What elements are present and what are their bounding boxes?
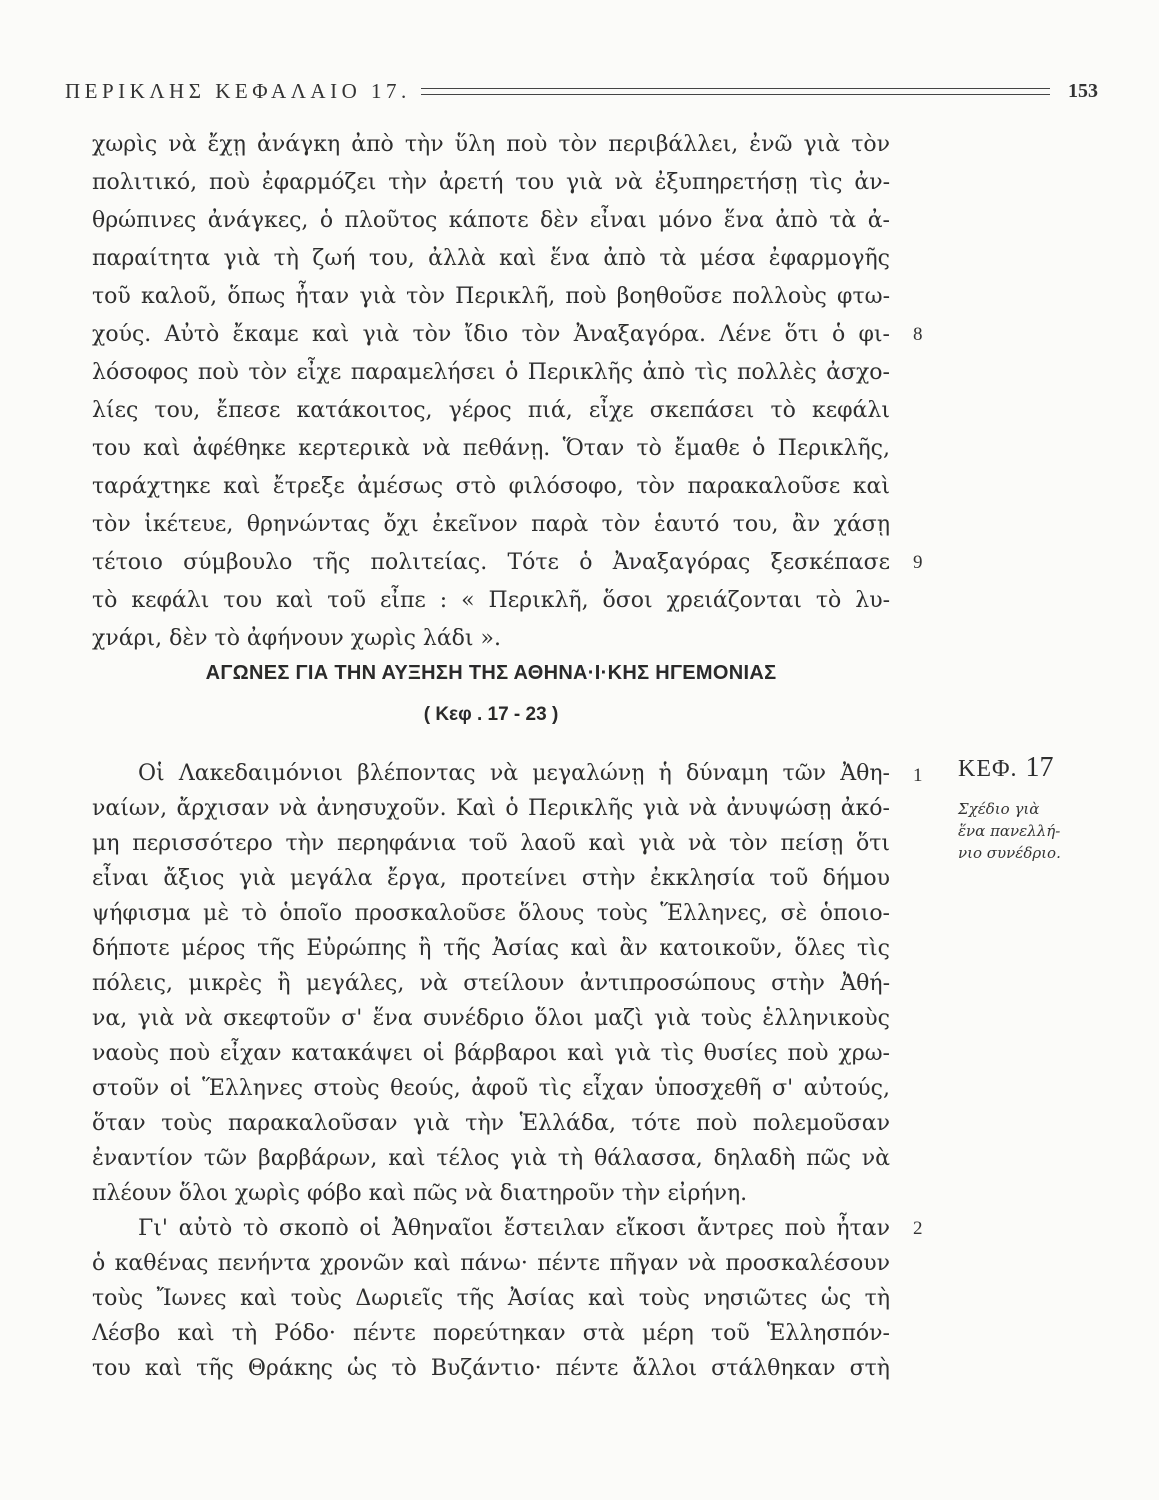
chapter-label [958, 752, 1054, 784]
text-line: ὁ καθένας πενήντα χρονῶν καὶ πάνω· πέντε πῆγαν νὰ προσκαλέσουν [92, 1251, 890, 1276]
text-line: να, γιὰ νὰ σκεφτοῦν σ' ἕνα συνέδριο ὅλοι μαζὶ γιὰ τοὺς ἑλληνικοὺς [92, 1006, 890, 1031]
text-line: ναοὺς ποὺ εἶχαν κατακάψει οἱ βάρβαροι καὶ γιὰ τὶς θυσίες ποὺ χρω- [92, 1041, 890, 1066]
text-line: Γι' αὐτὸ τὸ σκοπὸ οἱ Ἀθηναῖοι ἔστειλαν εἴκοσι ἄντρες ποὺ ἦταν [138, 1216, 890, 1241]
margin-number: 8 [913, 324, 923, 345]
margin-note-line: νιο συνέδριο. [958, 844, 1061, 862]
text-line: τὸ κεφάλι του καὶ τοῦ εἶπε : « Περικλῆ, ὅσοι χρειάζονται τὸ λυ- [92, 588, 890, 613]
text-line: Λέσβο καὶ τὴ Ρόδο· πέντε πορεύτηκαν στὰ μέρη τοῦ Ἑλλησπόν- [92, 1321, 890, 1346]
text-line: ταράχτηκε καὶ ἔτρεξε ἀμέσως στὸ φιλόσοφο, τὸν παρακαλοῦσε καὶ [92, 474, 890, 499]
text-line: πλέουν ὅλοι χωρὶς φόβο καὶ πῶς νὰ διατηροῦν τὴν εἰρήνη. [92, 1181, 748, 1206]
text-line: πόλεις, μικρὲς ἢ μεγάλες, νὰ στείλουν ἀντιπροσώπους στὴν Ἀθή- [92, 971, 890, 996]
text-line: στοῦν οἱ Ἕλληνες στοὺς θεούς, ἀφοῦ τὶς εἶχαν ὑποσχεθῆ σ' αὐτούς, [92, 1076, 890, 1101]
text-line: ἐναντίον τῶν βαρβάρων, καὶ τέλος γιὰ τὴ θάλασσα, δηλαδὴ πῶς νὰ [92, 1146, 890, 1171]
text-line: παραίτητα γιὰ τὴ ζωή του, ἀλλὰ καὶ ἕνα ἀπὸ τὰ μέσα ἐφαρμογῆς [92, 246, 890, 271]
chapter-abbrev: ΚΕΦ. [958, 756, 1018, 782]
text-line: του καὶ τῆς Θράκης ὡς τὸ Βυζάντιο· πέντε ἄλλοι στάλθηκαν στὴ [92, 1356, 890, 1381]
text-line: χνάρι, δὲν τὸ ἀφήνουν χωρὶς λάδι ». [92, 626, 501, 651]
margin-note-line: Σχέδιο γιὰ [958, 800, 1040, 818]
text-line: ὅταν τοὺς παρακαλοῦσαν γιὰ τὴν Ἑλλάδα, τότε ποὺ πολεμοῦσαν [92, 1111, 890, 1136]
text-line: λόσοφος ποὺ τὸν εἶχε παραμελήσει ὁ Περικλῆς ἀπὸ τὶς πολλὲς ἀσχο- [92, 360, 890, 385]
text-line: τέτοιο σύμβουλο τῆς πολιτείας. Τότε ὁ Ἀναξαγόρας ξεσκέπασε [92, 550, 890, 575]
page-header [65, 76, 1098, 106]
text-line: τοῦ καλοῦ, ὅπως ἦταν γιὰ τὸν Περικλῆ, ποὺ βοηθοῦσε πολλοὺς φτω- [92, 284, 890, 309]
text-line: χωρὶς νὰ ἔχῃ ἀνάγκη ἀπὸ τὴν ὕλη ποὺ τὸν περιβάλλει, ἐνῶ γιὰ τὸν [92, 132, 890, 157]
running-title: ΠΕΡΙΚΛΗΣ ΚΕΦΑΛΑΙΟ 17. [65, 78, 411, 103]
page-number: 153 [1068, 79, 1098, 102]
text-line: χούς. Αὐτὸ ἔκαμε καὶ γιὰ τὸν ἴδιο τὸν Ἀναξαγόρα. Λένε ὅτι ὁ φι- [92, 322, 890, 347]
margin-note [958, 798, 1098, 864]
text-line: εἶναι ἄξιος γιὰ μεγάλα ἔργα, προτείνει στὴν ἐκκλησία τοῦ δήμου [92, 866, 890, 891]
text-line: λίες του, ἔπεσε κατάκοιτος, γέρος πιά, εἶχε σκεπάσει τὸ κεφάλι [92, 398, 890, 423]
text-line: ναίων, ἄρχισαν νὰ ἀνησυχοῦν. Καὶ ὁ Περικλῆς γιὰ νὰ ἀνυψώσῃ ἀκό- [92, 796, 890, 821]
chapter-number: 17 [1025, 752, 1054, 783]
text-line: θρώπινες ἀνάγκες, ὁ πλοῦτος κάποτε δὲν εἶναι μόνο ἕνα ἀπὸ τὰ ἀ- [92, 208, 890, 233]
text-line: δήποτε μέρος τῆς Εὐρώπης ἢ τῆς Ἀσίας καὶ ἂν κατοικοῦν, ὅλες τὶς [92, 936, 890, 961]
header-rule [421, 88, 1050, 95]
text-line: Οἱ Λακεδαιμόνιοι βλέποντας νὰ μεγαλώνῃ ἡ δύναμη τῶν Ἀθη- [138, 761, 890, 786]
section-subheading: ( Κεφ . 17 - 23 ) [423, 704, 559, 725]
margin-note-line: ἕνα πανελλή- [958, 822, 1061, 840]
margin-number: 1 [913, 765, 923, 786]
text-line: του καὶ ἀφέθηκε κερτερικὰ νὰ πεθάνῃ. Ὅταν τὸ ἔμαθε ὁ Περικλῆς, [92, 436, 890, 461]
text-line: πολιτικό, ποὺ ἐφαρμόζει τὴν ἀρετή του γιὰ νὰ ἐξυπηρετήσῃ τὶς ἀν- [92, 170, 890, 195]
margin-number: 2 [913, 1218, 923, 1239]
text-line: τοὺς Ἴωνες καὶ τοὺς Δωριεῖς τῆς Ἀσίας καὶ τοὺς νησιῶτες ὡς τὴ [92, 1286, 890, 1311]
text-line: τὸν ἱκέτευε, θρηνώντας ὄχι ἐκεῖνον παρὰ τὸν ἑαυτό του, ἂν χάσῃ [92, 512, 890, 537]
text-line: μη περισσότερο τὴν περηφάνια τοῦ λαοῦ καὶ γιὰ νὰ τὸν πείσῃ ὅτι [92, 831, 890, 856]
text-line: ψήφισμα μὲ τὸ ὁποῖο προσκαλοῦσε ὅλους τοὺς Ἕλληνες, σὲ ὁποιο- [92, 901, 890, 926]
margin-number: 9 [913, 552, 923, 573]
section-heading: ΑΓΩΝΕΣ ΓΙΑ ΤΗΝ ΑΥΞΗΣΗ ΤΗΣ ΑΘΗΝΑ·Ι·ΚΗΣ ΗΓΕΜΟΝΙΑΣ [205, 662, 777, 684]
